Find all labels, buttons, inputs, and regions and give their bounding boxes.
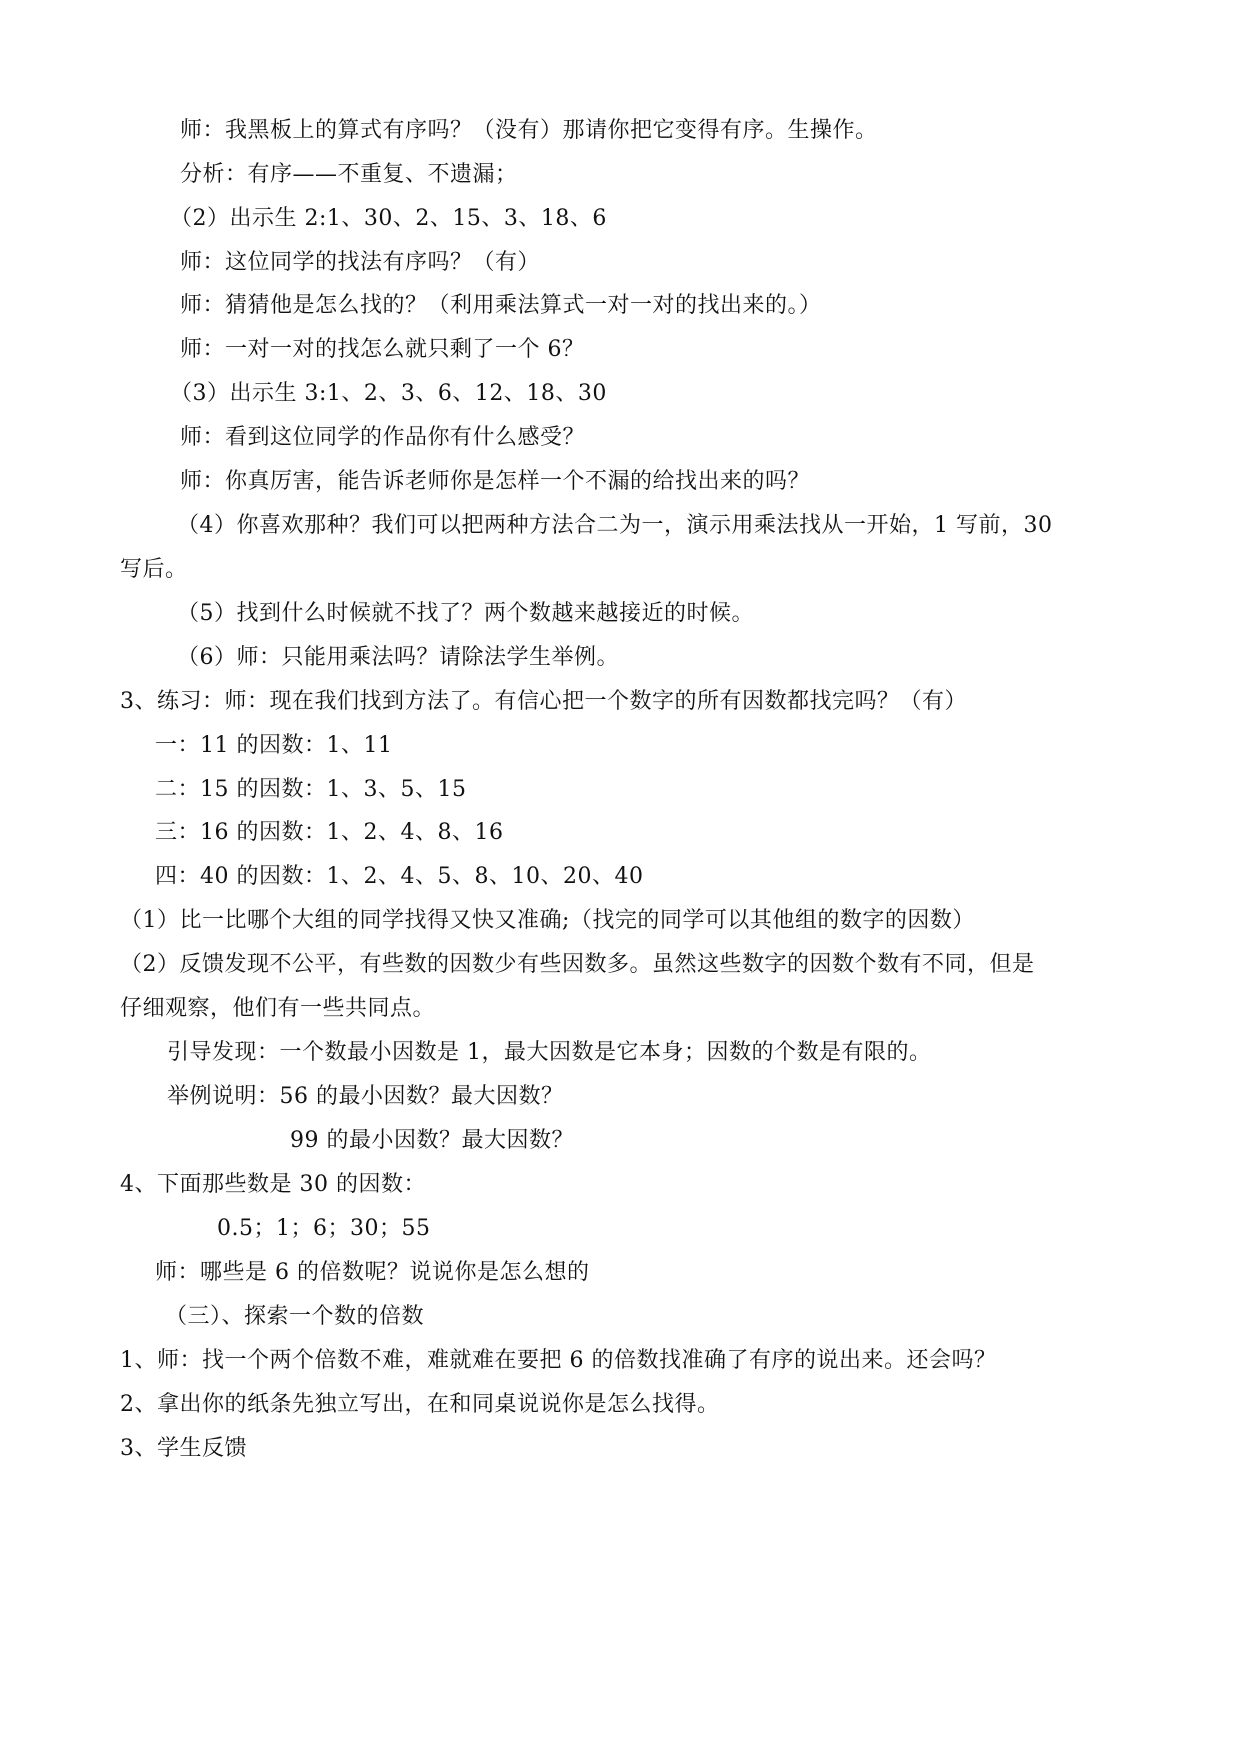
text-line: （6）师：只能用乘法吗？请除法学生举例。 [177, 645, 619, 670]
text-line: （4）你喜欢那种？我们可以把两种方法合二为一，演示用乘法找从一开始，1 写前，30 [177, 513, 1053, 538]
text-line: 4、下面那些数是 30 的因数： [120, 1172, 426, 1197]
text-line: 仔细观察，他们有一些共同点。 [120, 996, 436, 1021]
text-line: 师：这位同学的找法有序吗？（有） [180, 250, 541, 275]
text-line: （三）、探索一个数的倍数 [165, 1304, 425, 1329]
text-line: 写后。 [120, 557, 188, 582]
text-line: 2、拿出你的纸条先独立写出，在和同桌说说你是怎么找得。 [120, 1392, 720, 1417]
text-line: （1）比一比哪个大组的同学找得又快又准确;（找完的同学可以其他组的数字的因数） [120, 908, 975, 933]
text-line: （2）出示生 2:1、30、2、15、3、18、6 [170, 206, 607, 231]
text-line: 引导发现：一个数最小因数是 1，最大因数是它本身；因数的个数是有限的。 [167, 1040, 932, 1065]
text-line: 师：猜猜他是怎么找的？（利用乘法算式一对一对的找出来的。） [180, 293, 822, 318]
text-line: 0.5；1；6；30；55 [217, 1216, 431, 1241]
text-line: 99 的最小因数？最大因数？ [290, 1128, 574, 1153]
text-line: 二：15 的因数：1、3、5、15 [155, 777, 467, 802]
text-line: 1、师：找一个两个倍数不难，难就难在要把 6 的倍数找准确了有序的说出来。还会吗？ [120, 1348, 997, 1373]
text-line: 三：16 的因数：1、2、4、8、16 [155, 820, 504, 845]
text-line: 一：11 的因数：1、11 [155, 733, 393, 758]
text-line: 师：一对一对的找怎么就只剩了一个 6？ [180, 337, 585, 362]
text-line: 师：看到这位同学的作品你有什么感受？ [180, 425, 586, 450]
text-line: （3）出示生 3:1、2、3、6、12、18、30 [170, 381, 607, 406]
text-line: （2）反馈发现不公平，有些数的因数少有些因数多。虽然这些数字的因数个数有不同，但是 [120, 952, 1035, 977]
text-line: 师：哪些是 6 的倍数呢？说说你是怎么想的 [155, 1260, 590, 1285]
text-line: （5）找到什么时候就不找了？两个数越来越接近的时候。 [177, 601, 754, 626]
text-line: 分析：有序——不重复、不遗漏； [180, 162, 518, 187]
text-line: 3、练习：师：现在我们找到方法了。有信心把一个数字的所有因数都找完吗？（有） [120, 689, 967, 714]
text-line: 四：40 的因数：1、2、4、5、8、10、20、40 [155, 864, 644, 889]
text-line: 举例说明：56 的最小因数？最大因数？ [167, 1084, 564, 1109]
text-line: 师：你真厉害，能告诉老师你是怎样一个不漏的给找出来的吗？ [180, 469, 811, 494]
text-line: 3、学生反馈 [120, 1436, 247, 1461]
text-line: 师：我黑板上的算式有序吗？（没有）那请你把它变得有序。生操作。 [180, 118, 878, 143]
